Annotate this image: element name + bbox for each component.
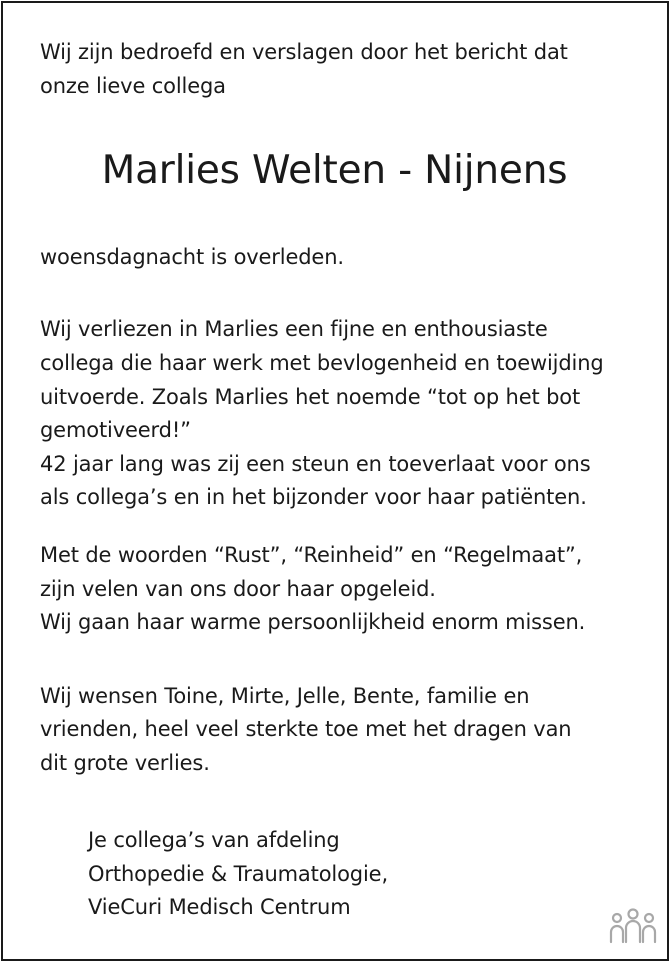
intro-line-1: Wij zijn bedroefd en verslagen door het bericht dat: [40, 40, 568, 64]
paragraph-2-line-2: zijn velen van ons door haar opgeleid.: [40, 577, 436, 601]
intro-line-2: onze lieve collega: [40, 74, 226, 98]
paragraph-2-line-1: Met de woorden “Rust”, “Reinheid” en “Regelmaat”,: [40, 543, 583, 567]
paragraph-1-line-4: gemotiveerd!”: [40, 418, 191, 442]
signature-line-3: VieCuri Medisch Centrum: [88, 895, 351, 919]
signature-line-2: Orthopedie & Traumatologie,: [88, 862, 388, 886]
paragraph-1-line-6: als collega’s en in het bijzonder voor haar patiënten.: [40, 485, 587, 509]
paragraph-3-line-1: Wij wensen Toine, Mirte, Jelle, Bente, familie en: [40, 684, 530, 708]
passed-away-line: woensdagnacht is overleden.: [40, 245, 344, 269]
paragraph-1-line-1: Wij verliezen in Marlies een fijne en enthousiaste: [40, 317, 548, 341]
people-group-icon: [607, 906, 659, 946]
paragraph-2-line-3: Wij gaan haar warme persoonlijkheid enorm missen.: [40, 610, 586, 634]
paragraph-1-line-2: collega die haar werk met bevlogenheid en toewijding: [40, 351, 604, 375]
paragraph-1-line-3: uitvoerde. Zoals Marlies het noemde “tot op het bot: [40, 385, 581, 409]
paragraph-3-line-3: dit grote verlies.: [40, 751, 210, 775]
deceased-name: Marlies Welten - Nijnens: [101, 148, 568, 193]
signature-line-1: Je collega’s van afdeling: [88, 828, 340, 852]
paragraph-1-line-5: 42 jaar lang was zij een steun en toeverlaat voor ons: [40, 452, 591, 476]
paragraph-3-line-2: vrienden, heel veel sterkte toe met het dragen van: [40, 717, 572, 741]
notice-border: [1, 1, 669, 961]
